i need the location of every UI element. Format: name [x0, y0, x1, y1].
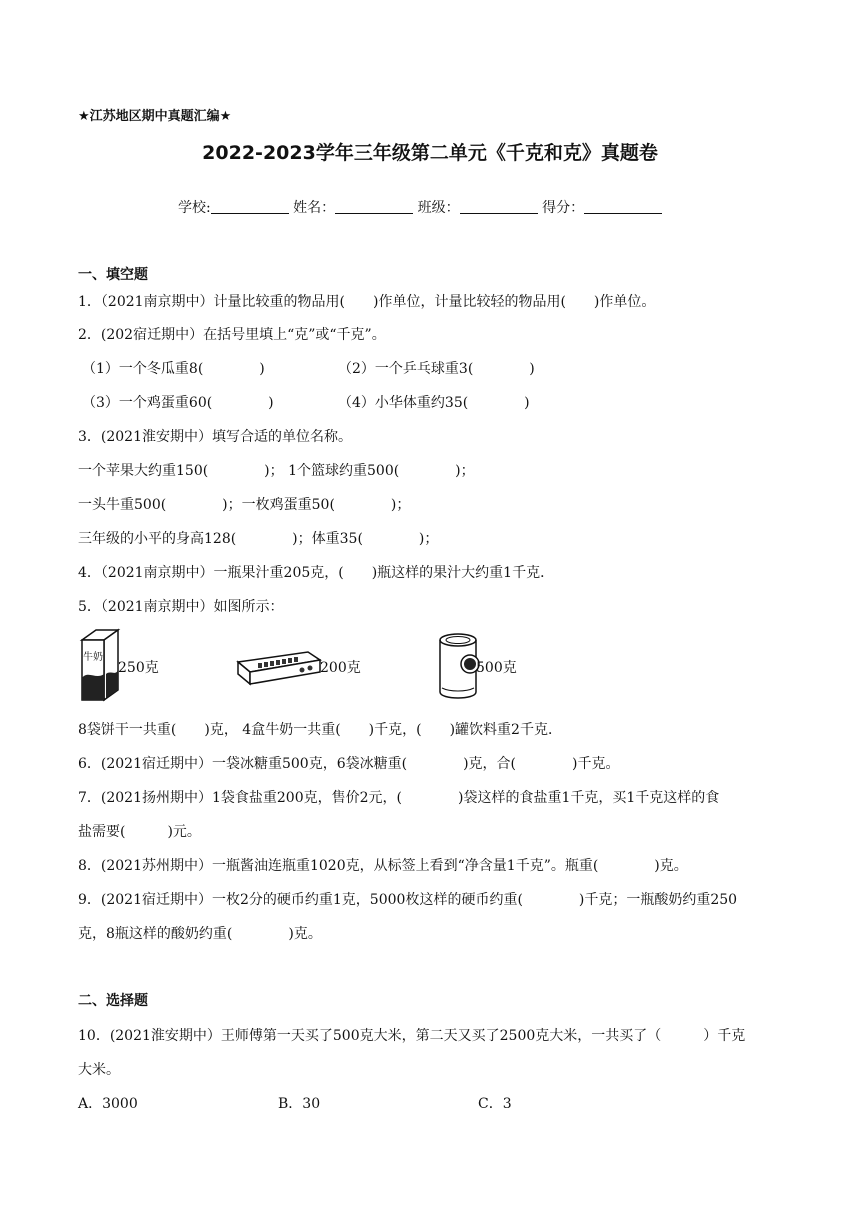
- name-label: 姓名：: [293, 200, 336, 216]
- question-4: 4．（2021南京期中）一瓶果汁重205克，( )瓶这样的果汁大约重1千克．: [78, 565, 555, 581]
- biscuit-box-icon: [236, 648, 322, 688]
- option-a[interactable]: A．3000: [78, 1096, 138, 1112]
- score-blank[interactable]: [584, 199, 662, 214]
- name-blank[interactable]: [335, 199, 413, 214]
- score-label: 得分：: [542, 200, 585, 216]
- biscuit-weight: 200克: [320, 660, 361, 676]
- student-info-line: [178, 197, 662, 217]
- section-fill-heading: 一、填空题: [78, 267, 148, 283]
- question-2-part-2: （2）一个乒乓球重3( ): [338, 361, 535, 377]
- question-3-line-1: 一个苹果大约重150( )； 1个篮球约重500( )；: [78, 463, 475, 479]
- question-3-line-2: 一头牛重500( )；一枚鸡蛋重50( )；: [78, 497, 411, 513]
- class-blank[interactable]: [460, 199, 538, 214]
- question-10-line-2: 大米。: [78, 1062, 120, 1078]
- milk-carton-icon: [78, 630, 122, 702]
- question-3-line-3: 三年级的小平的身高128( )；体重35( )；: [78, 531, 439, 547]
- question-6: 6．(2021宿迁期中）一袋冰糖重500克，6袋冰糖重( )克，合( )千克。: [78, 756, 620, 772]
- question-5: 5．（2021南京期中）如图所示：: [78, 599, 284, 615]
- question-2-part-4: （4）小华体重约35( ): [338, 395, 530, 411]
- page-title: 2022-2023学年三年级第二单元《千克和克》真题卷: [202, 142, 658, 164]
- question-7-line-1: 7．(2021扬州期中）1袋食盐重200克，售价2元，( )袋这样的食盐重1千克，买1千克这样的食: [78, 790, 720, 806]
- milk-carton-label: 牛奶: [83, 652, 103, 663]
- region-tag: ★江苏地区期中真题汇编★: [78, 109, 232, 124]
- question-2: 2．(202宿迁期中）在括号里填上“克”或“千克”。: [78, 327, 386, 343]
- question-5-blanks: 8袋饼干一共重( )克， 4盒牛奶一共重( )千克，( )罐饮料重2千克．: [78, 722, 562, 738]
- question-8: 8．(2021苏州期中）一瓶酱油连瓶重1020克，从标签上看到“净含量1千克”。瓶重( )克。: [78, 858, 688, 874]
- milk-weight: 250克: [118, 660, 159, 676]
- question-7-line-2: 盐需要( )元。: [78, 824, 201, 840]
- drink-can-icon: [436, 632, 480, 702]
- question-10-line-1: 10．(2021淮安期中）王师傅第一天买了500克大米，第二天又买了2500克大米，一共买了（ ）千克: [78, 1028, 746, 1044]
- question-3: 3．(2021淮安期中）填写合适的单位名称。: [78, 429, 352, 445]
- can-weight: 500克: [476, 660, 517, 676]
- question-9-line-1: 9．(2021宿迁期中）一枚2分的硬币约重1克，5000枚这样的硬币约重( )千克；一瓶酸奶约重250: [78, 892, 738, 908]
- option-b[interactable]: B．30: [278, 1096, 321, 1112]
- school-blank[interactable]: [211, 199, 289, 214]
- class-label: 班级：: [417, 200, 460, 216]
- option-c[interactable]: C．3: [478, 1096, 512, 1112]
- question-2-part-1: （1）一个冬瓜重8( ): [82, 361, 265, 377]
- question-9-line-2: 克，8瓶这样的酸奶约重( )克。: [78, 926, 322, 942]
- school-label: 学校:: [178, 200, 211, 216]
- question-2-part-3: （3）一个鸡蛋重60( ): [82, 395, 274, 411]
- question-1: 1．（2021南京期中）计量比较重的物品用( )作单位，计量比较轻的物品用( )作单位。: [78, 294, 656, 310]
- section-choice-heading: 二、选择题: [78, 993, 148, 1009]
